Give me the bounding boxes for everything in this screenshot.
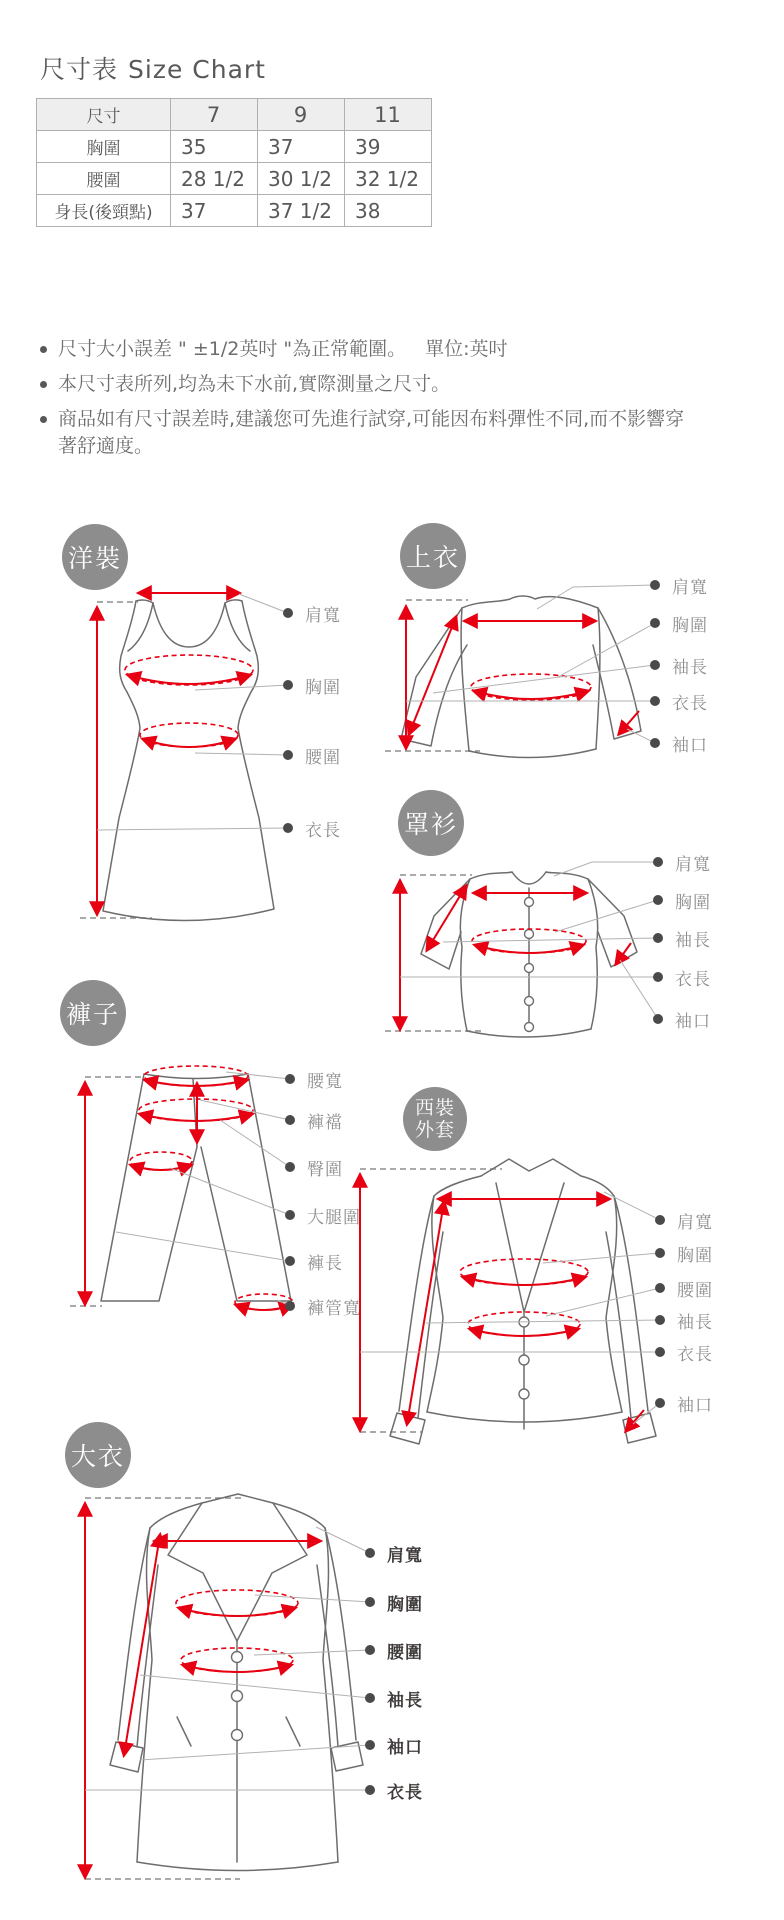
label-dot: [285, 1074, 295, 1084]
measurement-label: 衣長: [650, 691, 708, 711]
section-dress: [40, 515, 370, 935]
measurement-label: 衣長: [653, 967, 711, 987]
size-value: 37: [171, 195, 258, 227]
label-dot: [285, 1210, 295, 1220]
badge-jacket: 西裝 外套: [403, 1087, 467, 1151]
measurement-label: 胸圍: [655, 1243, 713, 1263]
label-dot: [283, 823, 293, 833]
size-value: 30 1/2: [258, 163, 345, 195]
top-leader-lines: [406, 585, 655, 743]
label-dot: [653, 857, 663, 867]
measurement-label: 胸圍: [283, 675, 341, 695]
page-title-en: Size Chart: [128, 55, 266, 84]
coat-outline: [110, 1494, 363, 1871]
label-dot: [283, 750, 293, 760]
label-dot: [285, 1115, 295, 1125]
label-dot: [285, 1301, 295, 1311]
notes-list: [40, 336, 700, 468]
measurement-label: 肩寬: [650, 575, 708, 595]
label-dot: [283, 608, 293, 618]
badge-blouse: 罩衫: [398, 790, 464, 856]
label-dot: [655, 1398, 665, 1408]
label-dot: [285, 1256, 295, 1266]
label-dot: [650, 580, 660, 590]
measurement-label: 袖長: [650, 655, 708, 675]
section-pants: [40, 970, 370, 1320]
size-table-row: [37, 131, 432, 163]
measurement-label: 腰圍: [655, 1278, 713, 1298]
label-dot: [650, 738, 660, 748]
label-dot: [653, 933, 663, 943]
dress-helper-dashes: [80, 602, 152, 918]
label-dot: [285, 1162, 295, 1172]
measurement-label: 肩寬: [653, 852, 711, 872]
badge-coat: 大衣: [65, 1422, 131, 1488]
size-table-header-cell: 9: [258, 99, 345, 131]
label-dot: [655, 1283, 665, 1293]
badge-pants: 褲子: [60, 980, 126, 1046]
label-dot: [365, 1597, 375, 1607]
measurement-label: 褲長: [285, 1251, 343, 1271]
row-label: 胸圍: [37, 131, 171, 163]
measurement-label: 胸圍: [650, 613, 708, 633]
measurement-label: 褲襠: [285, 1110, 343, 1130]
note-item: 本尺寸表所列,均為未下水前,實際測量之尺寸。: [40, 371, 700, 398]
measurement-label: 袖口: [365, 1735, 423, 1755]
measurement-label: 袖長: [653, 928, 711, 948]
page-title-zh: 尺寸表: [40, 55, 119, 84]
measurement-label: 大腿圍: [285, 1205, 361, 1225]
measurement-label: 褲管寬: [285, 1296, 361, 1316]
note-item: 尺寸大小誤差 " ±1/2英吋 "為正常範圍。 單位:英吋: [40, 336, 700, 363]
pants-measure-arrows: [85, 1066, 293, 1310]
measurement-label: 腰圍: [283, 745, 341, 765]
label-dot: [650, 696, 660, 706]
label-dot: [655, 1215, 665, 1225]
size-table-header-cell: 11: [345, 99, 432, 131]
size-value: 39: [345, 131, 432, 163]
size-value: 32 1/2: [345, 163, 432, 195]
coat-helper-dashes: [85, 1498, 245, 1879]
label-dot: [365, 1693, 375, 1703]
size-value: 35: [171, 131, 258, 163]
measurement-label: 衣長: [283, 818, 341, 838]
measurement-label: 袖口: [650, 733, 708, 753]
size-value: 37 1/2: [258, 195, 345, 227]
blouse-outline: [421, 872, 637, 1037]
label-dot: [650, 618, 660, 628]
measurement-label: 衣長: [655, 1342, 713, 1362]
size-table-header-cell: 7: [171, 99, 258, 131]
coat-measure-arrows: [85, 1504, 320, 1877]
measurement-label: 腰寬: [285, 1069, 343, 1089]
measurement-label: 袖口: [655, 1393, 713, 1413]
section-blouse: [330, 780, 784, 1070]
size-table-header-cell: 尺寸: [37, 99, 171, 131]
section-top: [330, 515, 784, 815]
size-table-row: [37, 195, 432, 227]
coat-illustration: [40, 1415, 540, 1895]
measurement-label: 衣長: [365, 1780, 423, 1800]
row-label: 腰圍: [37, 163, 171, 195]
measurement-label: 袖長: [365, 1688, 423, 1708]
size-value: 38: [345, 195, 432, 227]
measurement-label: 袖長: [655, 1310, 713, 1330]
label-dot: [365, 1740, 375, 1750]
label-dot: [655, 1248, 665, 1258]
measurement-label: 肩寬: [283, 603, 341, 623]
label-dot: [365, 1645, 375, 1655]
size-table-row: [37, 163, 432, 195]
badge-dress: 洋裝: [62, 524, 128, 590]
label-dot: [365, 1548, 375, 1558]
measurement-label: 胸圍: [365, 1592, 423, 1612]
page-title: [40, 50, 266, 86]
size-value: 28 1/2: [171, 163, 258, 195]
size-table: [36, 98, 432, 227]
jacket-outline: [390, 1159, 656, 1444]
label-dot: [655, 1315, 665, 1325]
top-measure-arrows: [406, 607, 639, 748]
top-illustration: [330, 515, 784, 815]
label-dot: [283, 680, 293, 690]
label-dot: [653, 972, 663, 982]
measurement-label: 肩寬: [365, 1543, 423, 1563]
size-table-header-row: [37, 99, 432, 131]
section-coat: [40, 1415, 540, 1895]
measurement-label: 肩寬: [655, 1210, 713, 1230]
measurement-label: 胸圍: [653, 890, 711, 910]
label-dot: [650, 660, 660, 670]
dress-outline: [103, 600, 274, 921]
label-dot: [655, 1347, 665, 1357]
measurement-label: 臀圍: [285, 1157, 343, 1177]
jacket-leader-lines: [360, 1192, 660, 1424]
measurement-label: 袖口: [653, 1009, 711, 1029]
row-label: 身長(後頸點): [37, 195, 171, 227]
label-dot: [365, 1785, 375, 1795]
measurement-label: 腰圍: [365, 1640, 423, 1660]
badge-top: 上衣: [400, 523, 466, 589]
label-dot: [653, 1014, 663, 1024]
size-value: 37: [258, 131, 345, 163]
note-item: 商品如有尺寸誤差時,建議您可先進行試穿,可能因布料彈性不同,而不影響穿著舒適度。: [40, 406, 700, 460]
label-dot: [653, 895, 663, 905]
